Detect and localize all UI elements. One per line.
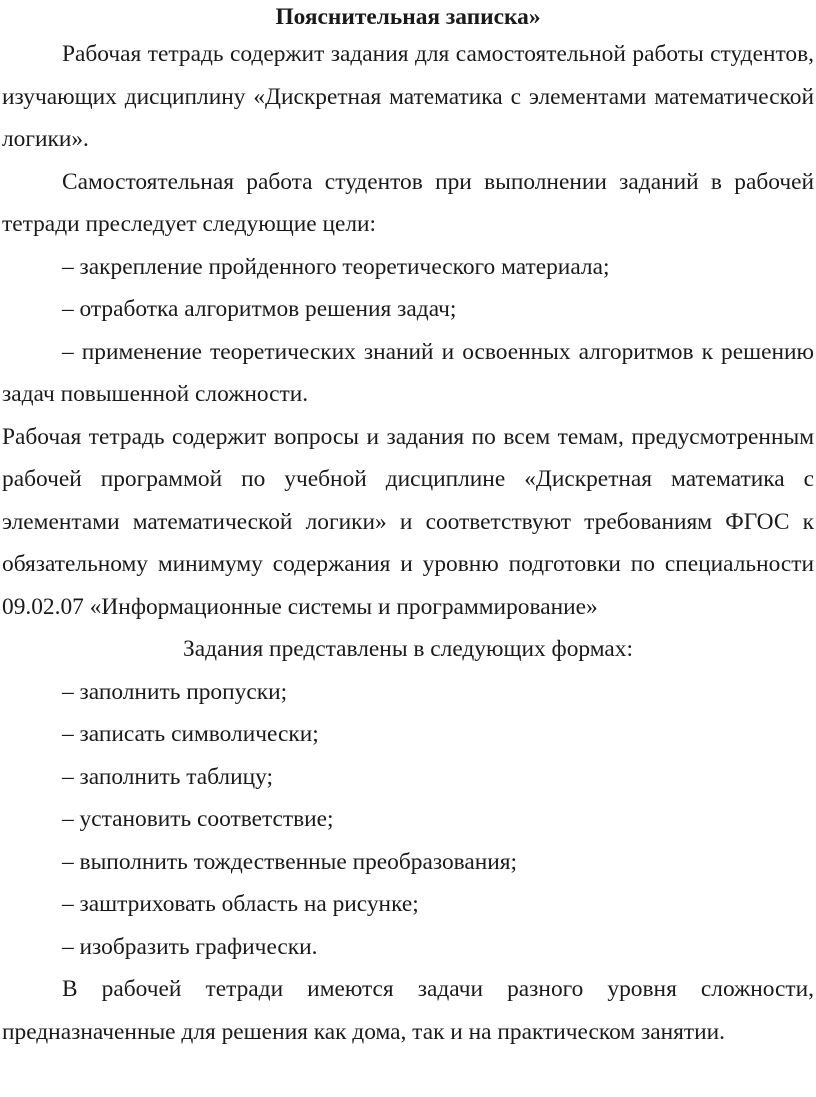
closing-paragraph: В рабочей тетради имеются задачи разного уровня сложности, предназначенные для решения как дома, так и на практическом занятии. xyxy=(2,976,814,1045)
goal-item: – закрепление пройденного теоретического материала; xyxy=(62,253,610,280)
goal-item: – применение теоретических знаний и освоенных алгоритмов к решению задач повышенной сложности. xyxy=(2,338,814,407)
form-item: – записать символически; xyxy=(62,721,319,747)
content-paragraph: Рабочая тетрадь содержит вопросы и задания по всем темам, предусмотренным рабочей программой по учебной дисциплине «Дискретная математика с элементами математической логики» и соответствуют требованиям ФГОС к обязательному минимуму содержания и уровню подготовки по специальности 09.02.07 «Информационные системы и программирование» xyxy=(2,423,814,620)
form-item: – установить соответствие; xyxy=(62,806,334,832)
goal-item: – отработка алгоритмов решения задач; xyxy=(62,296,457,322)
form-item: – заполнить пропуски; xyxy=(62,678,288,705)
forms-intro-paragraph: Задания представлены в следующих формах: xyxy=(183,636,633,662)
form-item: – изобразить графически. xyxy=(62,933,318,960)
form-item: – заштриховать область на рисунке; xyxy=(62,891,419,917)
form-item: – выполнить тождественные преобразования; xyxy=(62,848,518,875)
intro-paragraph: Рабочая тетрадь содержит задания для самостоятельной работы студентов, изучающих дисциплину «Дискретная математика с элементами математической логики». xyxy=(2,41,814,152)
goals-intro-paragraph: Самостоятельная работа студентов при выполнении заданий в рабочей тетради преследует следующие цели: xyxy=(2,168,814,237)
form-item: – заполнить таблицу; xyxy=(62,763,274,790)
document-title: Пояснительная записка» xyxy=(275,4,541,30)
